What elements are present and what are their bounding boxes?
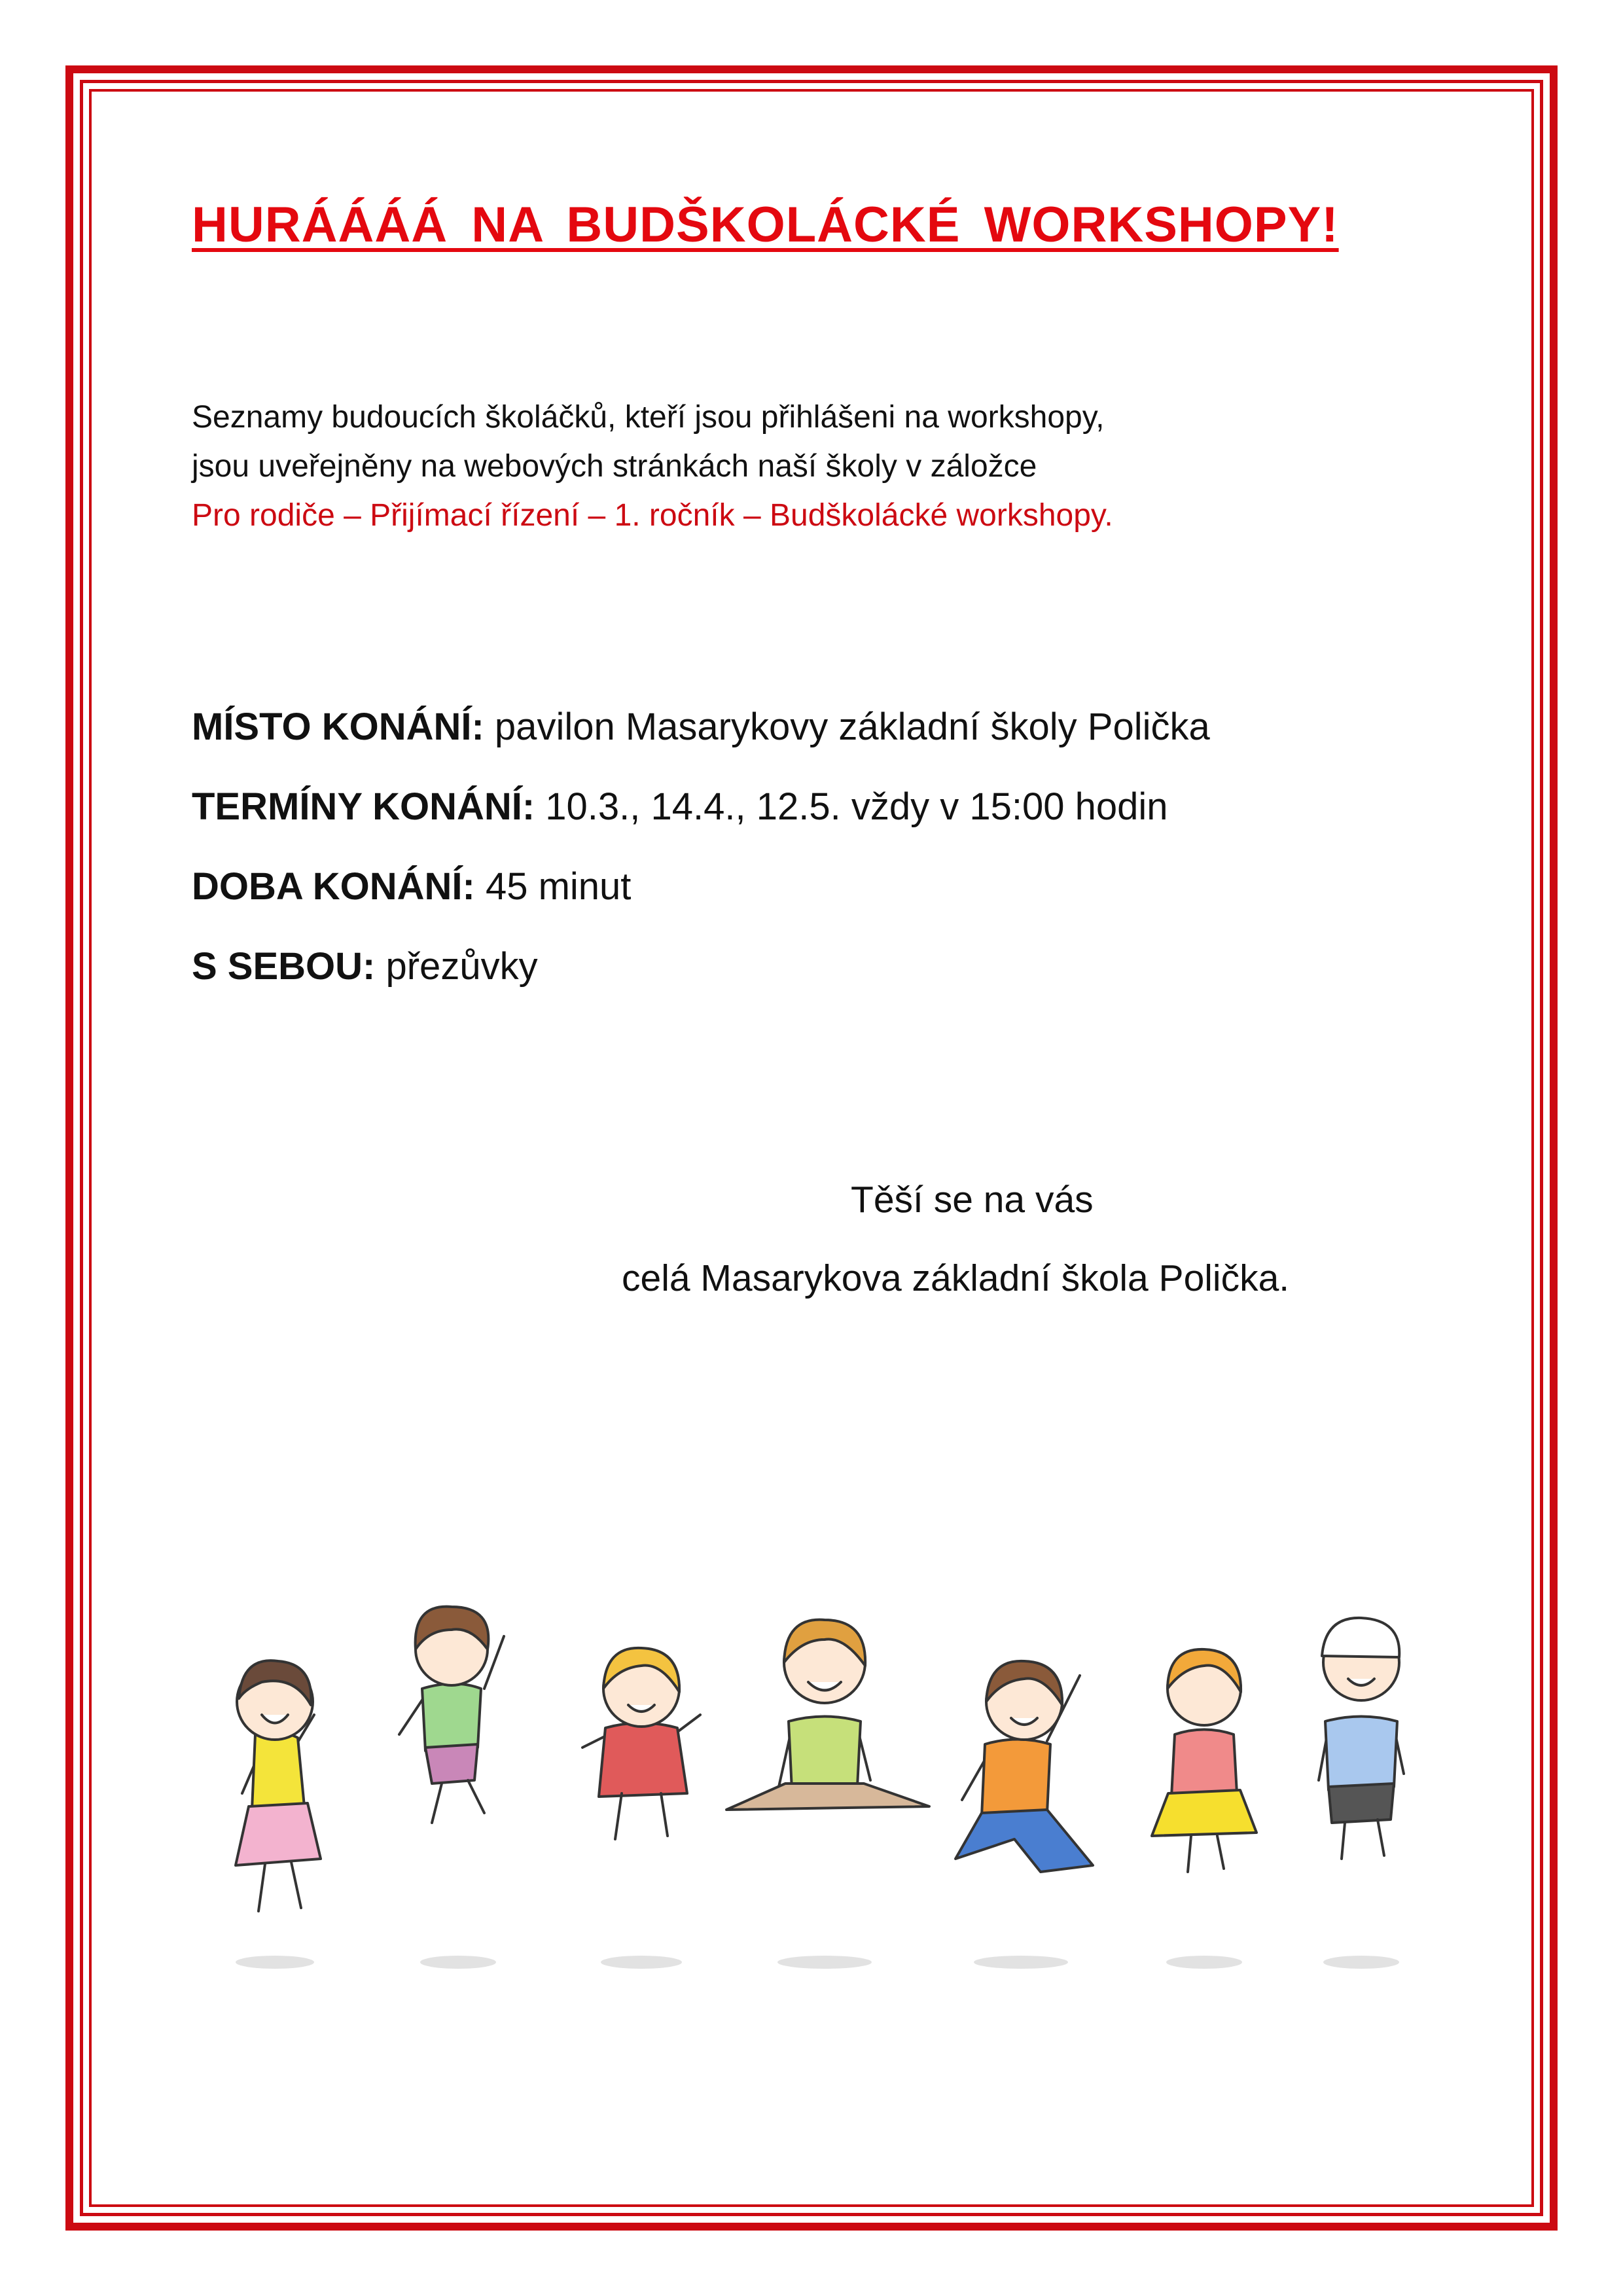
info-dates-value: 10.3., 14.4., 12.5. vždy v 15:00 hodin [535, 785, 1168, 828]
greeting-line-1: Těší se na vás [851, 1179, 1094, 1221]
child-4 [726, 1620, 929, 1810]
child-1 [236, 1660, 321, 1911]
info-dates-label: TERMÍNY KONÁNÍ: [192, 785, 535, 828]
info-bring [192, 927, 1210, 1007]
page-title: HURÁÁÁÁ NA BUDŠKOLÁCKÉ WORKSHOPY! [192, 197, 1339, 253]
jumping-children-illustration [216, 1584, 1414, 1977]
info-place-value: pavilon Masarykovy základní školy Polička [484, 706, 1210, 748]
info-dates [192, 767, 1210, 847]
child-7 [1319, 1618, 1404, 1859]
child-2 [399, 1607, 504, 1823]
child-3 [582, 1648, 700, 1839]
child-5 [955, 1661, 1093, 1872]
intro-paragraph [192, 393, 1113, 540]
intro-line-3-path: Pro rodiče – Přijímací řízení – 1. ročník – Budškolácké workshopy. [192, 498, 1113, 533]
event-info [192, 687, 1210, 1007]
info-place-label: MÍSTO KONÁNÍ: [192, 706, 484, 748]
child-6 [1152, 1649, 1257, 1872]
info-duration-value: 45 minut [474, 865, 632, 908]
info-duration-label: DOBA KONÁNÍ: [192, 865, 475, 908]
info-bring-value: přezůvky [375, 945, 538, 988]
intro-line-2: jsou uveřejněny na webových stránkách naší školy v záložce [192, 449, 1037, 484]
intro-line-1: Seznamy budoucích školáčků, kteří jsou přihlášeni na workshopy, [192, 400, 1105, 435]
info-bring-label: S SEBOU: [192, 945, 376, 988]
info-place [192, 687, 1210, 767]
info-duration [192, 847, 1210, 927]
greeting-line-2: celá Masarykova základní škola Polička. [622, 1257, 1290, 1299]
